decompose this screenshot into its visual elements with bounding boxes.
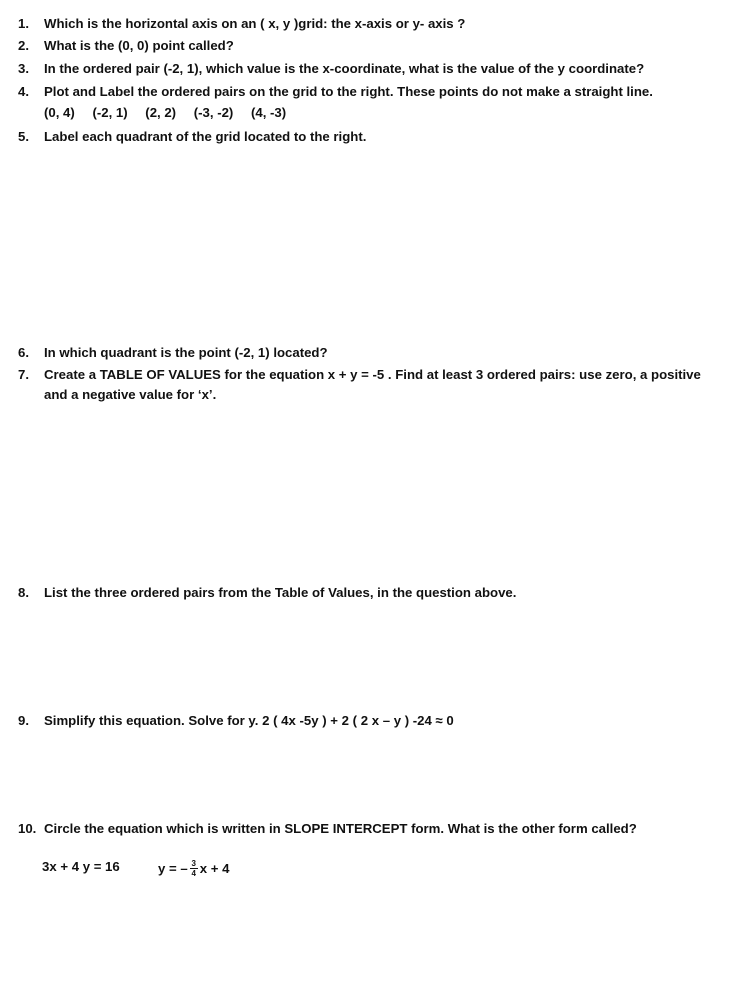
ordered-pairs-list xyxy=(44,103,300,123)
question-text: In which quadrant is the point (-2, 1) located? xyxy=(44,345,328,360)
question-text: Label each quadrant of the grid located to the right. xyxy=(44,129,367,144)
question-10 xyxy=(18,817,730,840)
question-6 xyxy=(18,341,730,364)
question-1 xyxy=(18,12,730,35)
fraction-numerator: 3 xyxy=(191,858,196,868)
question-4 xyxy=(18,80,730,103)
question-number: 2. xyxy=(18,38,29,53)
question-text: Create a TABLE OF VALUES for the equation x + y = -5 . Find at least 3 ordered pairs: use zero, a positive xyxy=(44,367,701,382)
question-2 xyxy=(18,34,730,57)
question-text: List the three ordered pairs from the Table of Values, in the question above. xyxy=(44,585,517,600)
question-text: Plot and Label the ordered pairs on the grid to the right. These points do not make a straight line. xyxy=(44,84,653,99)
question-number: 9. xyxy=(18,713,29,728)
standard-form-equation: 3x + 4 y = 16 xyxy=(42,859,120,874)
question-number: 10. xyxy=(18,821,37,836)
question-5 xyxy=(18,125,730,148)
ordered-pair: (4, -3) xyxy=(250,105,287,120)
equation-prefix: y = – xyxy=(158,860,188,876)
question-number: 8. xyxy=(18,585,29,600)
question-number: 3. xyxy=(18,61,29,76)
ordered-pair: (2, 2) xyxy=(145,105,177,120)
question-number: 7. xyxy=(18,367,29,382)
slope-intercept-equation xyxy=(158,850,229,886)
ordered-pair: (0, 4) xyxy=(44,105,75,120)
question-number: 4. xyxy=(18,84,29,99)
ordered-pair: (-3, -2) xyxy=(193,105,234,120)
question-number: 6. xyxy=(18,345,29,360)
question-text: Which is the horizontal axis on an ( x, y )grid: the x-axis or y- axis ? xyxy=(44,16,466,31)
question-number: 1. xyxy=(18,16,29,31)
question-7 xyxy=(18,363,730,386)
fraction xyxy=(190,859,198,878)
question-8 xyxy=(18,581,730,604)
equation-suffix: x + 4 xyxy=(199,860,230,876)
question-text: Simplify this equation. Solve for y. 2 ( 4x -5y ) + 2 ( 2 x – y ) -24 ≈ 0 xyxy=(44,713,454,728)
ordered-pair: (-2, 1) xyxy=(92,105,128,120)
fraction-denominator: 4 xyxy=(191,868,196,878)
question-text: What is the (0, 0) point called? xyxy=(44,38,234,53)
question-7-continuation: and a negative value for ‘x’. xyxy=(44,387,217,402)
question-9 xyxy=(18,709,730,732)
question-number: 5. xyxy=(18,129,29,144)
question-text: Circle the equation which is written in SLOPE INTERCEPT form. What is the other form called? xyxy=(44,821,637,836)
question-text: In the ordered pair (-2, 1), which value is the x-coordinate, what is the value of the y coordinate? xyxy=(44,61,645,76)
question-3 xyxy=(18,57,730,80)
